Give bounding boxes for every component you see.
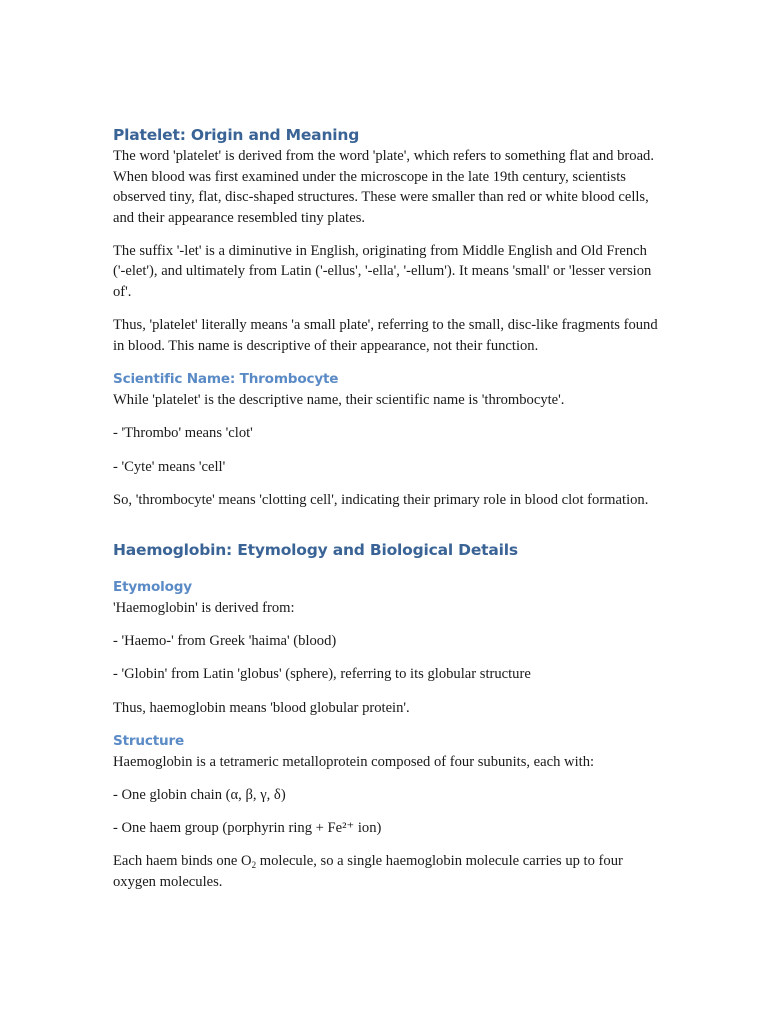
etymology-paragraph-1: 'Haemoglobin' is derived from:: [113, 600, 295, 617]
globin-list-item: - 'Globin' from Latin 'globus' (sphere), referring to its globular structure: [113, 666, 531, 683]
etymology-paragraph-2: Thus, haemoglobin means 'blood globular protein'.: [113, 699, 410, 716]
haemo-list-item: - 'Haemo-' from Greek 'haima' (blood): [113, 633, 337, 650]
o2-subscript: 2: [251, 860, 257, 871]
platelet-paragraph-3: Thus, 'platelet' literally means 'a small plate', referring to the small, disc-like fragments found in blood. This name is descriptive of their appearance, not their function.: [113, 317, 658, 354]
document-page: [113, 124, 658, 893]
scientific-name-heading: Scientific Name: Thrombocyte: [113, 371, 339, 388]
o2-text-after: molecule, so a single haemoglobin molecule carries up to four oxygen molecules.: [113, 853, 623, 890]
scientific-paragraph-2: So, 'thrombocyte' means 'clotting cell', indicating their primary role in blood clot formation.: [113, 491, 649, 508]
structure-paragraph-2: [113, 851, 658, 892]
structure-heading: Structure: [113, 733, 185, 750]
haem-group-list-item: - One haem group (porphyrin ring + Fe²⁺ ion): [113, 820, 382, 837]
globin-chain-list-item: - One globin chain (α, β, γ, δ): [113, 787, 286, 804]
platelet-paragraph-2: The suffix '-let' is a diminutive in English, originating from Middle English and Old French ('-elet'), and ultimately from Latin ('-ellus', '-ella', '-ellum'). It means 'small' or 'lesser version of'.: [113, 242, 652, 301]
etymology-heading: Etymology: [113, 579, 192, 596]
haemoglobin-heading: Haemoglobin: Etymology and Biological Details: [113, 541, 518, 560]
o2-text-before: Each haem binds one O: [113, 853, 252, 870]
platelet-paragraph-1: The word 'platelet' is derived from the word 'plate', which refers to something flat and broad. When blood was first examined under the microscope in the late 19th century, scientists observed tiny, flat, disc-shaped structures. These were smaller than red or white blood cells, and their appearance resembled tiny plates.: [113, 148, 654, 226]
scientific-paragraph-1: While 'platelet' is the descriptive name, their scientific name is 'thrombocyte'.: [113, 392, 565, 409]
thrombo-list-item: - 'Thrombo' means 'clot': [113, 425, 253, 442]
platelet-heading: Platelet: Origin and Meaning: [113, 126, 360, 144]
structure-paragraph-1: Haemoglobin is a tetrameric metalloprotein composed of four subunits, each with:: [113, 754, 595, 771]
cyte-list-item: - 'Cyte' means 'cell': [113, 458, 226, 475]
